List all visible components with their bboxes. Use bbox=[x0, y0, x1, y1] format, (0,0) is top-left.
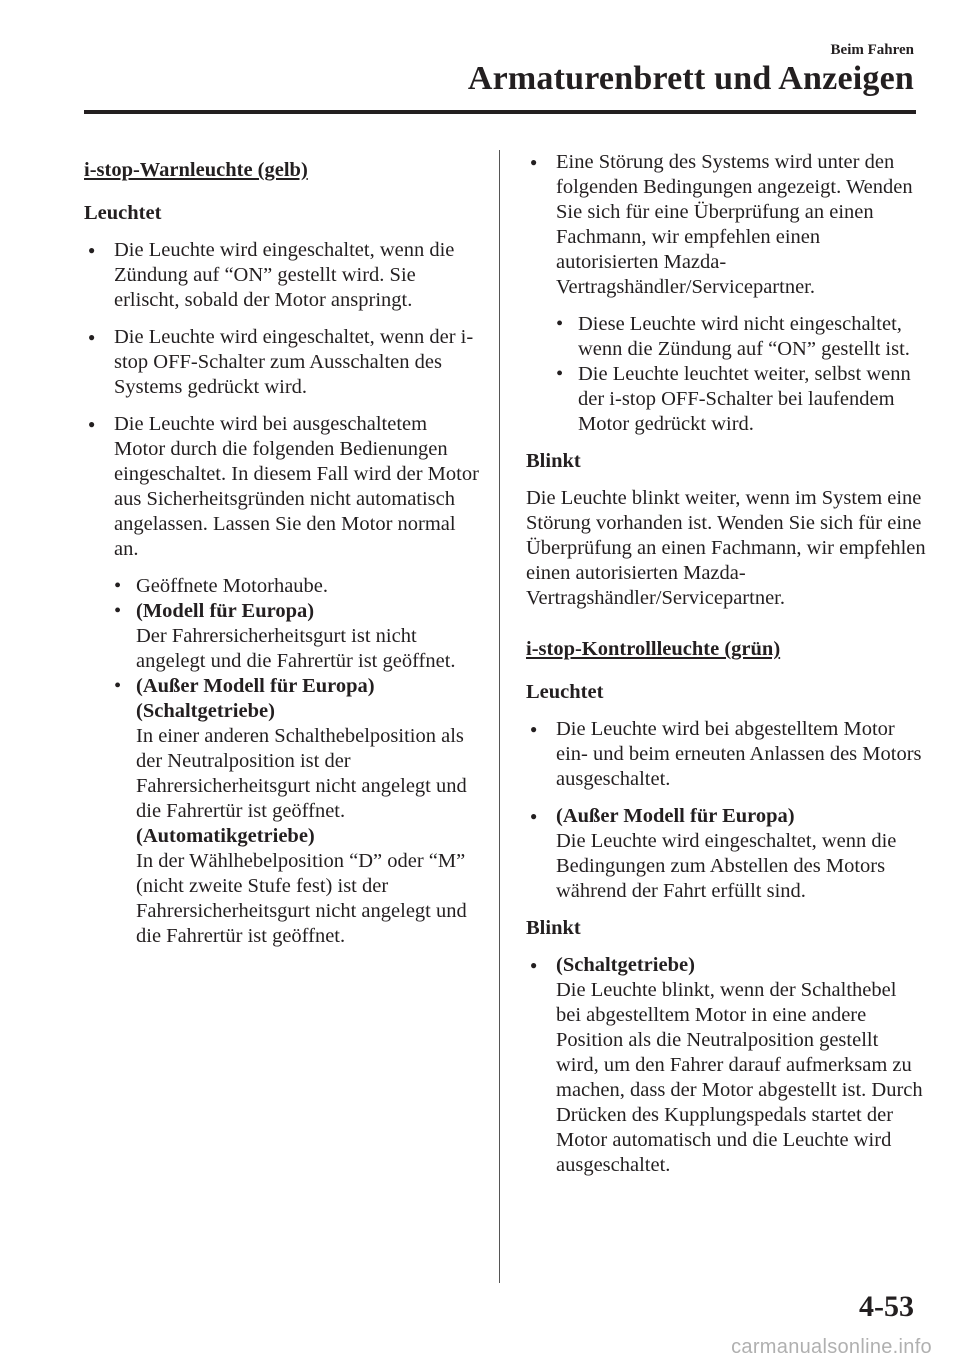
sub-bullet-subtitle: (Schaltgetriebe) bbox=[136, 700, 275, 722]
bullet-text: Die Leuchte blinkt, wenn der Schalthebel bei abgestelltem Motor in eine andere Position als die Neutralposition gestellt wird, um den Fahrer darauf aufmerksam zu machen, dass der Motor abgestellt ist. Durch Drücken des Kupplungspedals startet der Motor automatisch und die Leuchte wird ausgeschaltet. bbox=[556, 979, 923, 1176]
bullet-item bbox=[526, 953, 926, 1178]
sub-bullet-title: • (Außer Modell für Europa) bbox=[136, 675, 375, 697]
bullet-title: ● (Schaltgetriebe) bbox=[556, 954, 695, 976]
body-paragraph: Die Leuchte blinkt weiter, wenn im System eine Störung vorhanden ist. Wenden Sie sich für eine Überprüfung an einen Fachmann, wir empfehlen einen autorisierten Mazda-Vertragshändler/Servicepartner. bbox=[526, 487, 926, 609]
right-column bbox=[526, 150, 926, 1190]
bullet-item: ● Die Leuchte wird eingeschaltet, wenn die Zündung auf “ON” gestellt wird. Sie erlischt, sobald der Motor anspringt. bbox=[84, 238, 480, 313]
header-title: Armaturenbrett und Anzeigen bbox=[467, 60, 914, 97]
section-heading-warning: i-stop-Warnleuchte (gelb) bbox=[84, 159, 308, 181]
section-heading-indicator: i-stop-Kontrollleuchte (grün) bbox=[526, 638, 781, 660]
sub-bullet-text: Der Fahrersicherheitsgurt ist nicht angelegt und die Fahrertür ist geöffnet. bbox=[136, 625, 456, 672]
column-divider bbox=[499, 150, 500, 1283]
sub-bullet-item bbox=[84, 599, 480, 674]
watermark: carmanualsonline.info bbox=[731, 1336, 932, 1358]
sub-bullet-text: Geöffnete Motorhaube. bbox=[136, 575, 329, 597]
bullet-item bbox=[526, 804, 926, 904]
sub-bullet-subtitle: (Automatikgetriebe) bbox=[136, 825, 315, 847]
bullet-item: ● Die Leuchte wird eingeschaltet, wenn der i-stop OFF-Schalter zum Ausschalten des Systems gedrückt wird. bbox=[84, 325, 480, 400]
bullet-title: ● (Außer Modell für Europa) bbox=[556, 805, 795, 827]
sub-bullet-title: • (Modell für Europa) bbox=[136, 600, 315, 622]
sub-bullet-item: • Diese Leuchte wird nicht eingeschaltet, wenn die Zündung auf “ON” gestellt ist. bbox=[526, 312, 926, 362]
state-heading-blink: Blinkt bbox=[526, 917, 581, 939]
bullet-item: ● Eine Störung des Systems wird unter den folgenden Bedingungen angezeigt. Wenden Sie sich für eine Überprüfung an einen Fachmann, wir empfehlen einen autorisierten Mazda-Vertragshändler/Servicepartner. bbox=[526, 150, 926, 300]
state-heading-blink: Blinkt bbox=[526, 450, 581, 472]
sub-bullet-list bbox=[526, 312, 926, 437]
sub-bullet-item bbox=[84, 674, 480, 949]
sub-bullet-list bbox=[84, 574, 480, 949]
bullet-item: ● Die Leuchte wird bei ausgeschaltetem Motor durch die folgenden Bedienungen eingeschaltet. In diesem Fall wird der Motor aus Sicherheitsgründen nicht automatisch angelassen. Lassen Sie den Motor normal an. bbox=[84, 412, 480, 562]
header-section: Beim Fahren bbox=[830, 42, 914, 58]
bullet-text: Die Leuchte wird eingeschaltet, wenn die Bedingungen zum Abstellen des Motors während der Fahrt erfüllt sind. bbox=[556, 830, 897, 902]
page-number: 4-53 bbox=[859, 1290, 914, 1323]
sub-bullet-text: In einer anderen Schalthebelposition als der Neutralposition ist der Fahrersicherheitsgurt nicht angelegt und die Fahrertür ist geöffnet. bbox=[136, 725, 467, 822]
bullet-item: ● Die Leuchte wird bei abgestelltem Motor ein- und beim erneuten Anlassen des Motors ausgeschaltet. bbox=[526, 717, 926, 792]
left-column bbox=[84, 150, 480, 961]
sub-bullet-text: In der Wählhebelposition “D” oder “M” (nicht zweite Stufe fest) ist der Fahrersicherheitsgurt nicht angelegt und die Fahrertür ist geöffnet. bbox=[136, 850, 467, 947]
sub-bullet-item bbox=[84, 574, 480, 599]
sub-bullet-item: • Die Leuchte leuchtet weiter, selbst wenn der i-stop OFF-Schalter bei laufendem Motor gedrückt wird. bbox=[526, 362, 926, 437]
state-heading-lit: Leuchtet bbox=[526, 681, 604, 703]
header-rule bbox=[84, 110, 916, 114]
state-heading-lit: Leuchtet bbox=[84, 202, 162, 224]
